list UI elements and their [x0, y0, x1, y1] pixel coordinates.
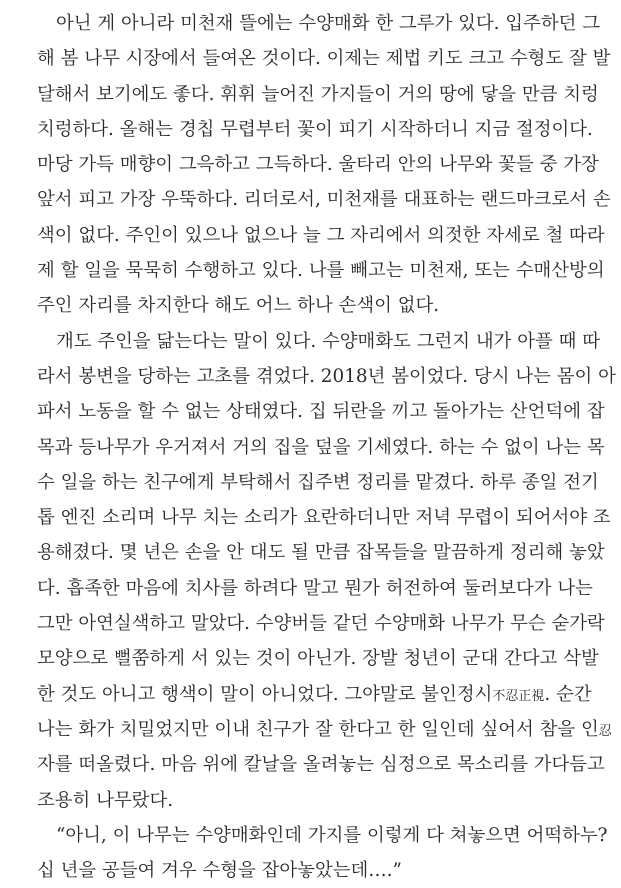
text-segment: 나는 화가 치밀었지만 이내 친구가 잘 한다고 한 일인데 싶어서 참을 인 [37, 718, 599, 740]
text-line: 마당 가득 매향이 그윽하고 그득하다. 울타리 안의 나무와 꽃들 중 가장 [37, 154, 599, 176]
text-line: 라서 봉변을 당하는 고초를 겪었다. 2018년 봄이었다. 당시 나는 몸이 아 [37, 365, 616, 387]
text-line: 수 일을 하는 친구에게 부탁해서 집주변 정리를 맡겼다. 하루 종일 전기 [37, 471, 599, 493]
text-line: 다. 흡족한 마음에 치사를 하려다 말고 뭔가 허전하여 둘러보다가 나는 [37, 577, 593, 599]
text-line: 아닌 게 아니라 미천재 뜰에는 수양매화 한 그루가 있다. 입주하던 그 [56, 13, 600, 34]
dialogue-line: 십 년을 공들여 겨우 수형을 잡아놓았는데….” [37, 860, 402, 882]
text-line: 톱 엔진 소리며 나무 치는 소리가 요란하더니만 저녁 무렵이 되어서야 조 [37, 507, 611, 529]
text-line: 앞서 피고 가장 우뚝하다. 리더로서, 미천재를 대표하는 랜드마크로서 손 [37, 189, 611, 211]
text-line: 그만 아연실색하고 말았다. 수양버들 같던 수양매화 나무가 무슨 숟가락 [37, 613, 605, 635]
document-page [37, 6, 616, 888]
text-line: 치렁하다. 올해는 경칩 무렵부터 꽃이 피기 시작하더니 지금 절정이다. [37, 118, 593, 140]
text-line: 목과 등나무가 우거져서 거의 집을 덮을 기세였다. 하는 수 없이 나는 목 [37, 436, 605, 458]
text-line: 달해서 보기에도 좋다. 휘휘 늘어진 가지들이 거의 땅에 닿을 만큼 치렁 [37, 83, 599, 105]
paragraph-1 [37, 6, 611, 324]
text-line: 주인 자리를 차지한다 해도 어느 하나 손색이 없다. [37, 295, 440, 317]
text-segment: 한 것도 아니고 행색이 말이 아니었다. 그야말로 불인정시 [37, 683, 493, 705]
dialogue-line: “아니, 이 나무는 수양매화인데 가지를 이렇게 다 쳐놓으면 어떡하누? [56, 824, 608, 846]
text-line: 파서 노동을 할 수 없는 상태였다. 집 뒤란을 끼고 돌아가는 산언덕에 잡 [37, 401, 605, 423]
text-line: 모양으로 뻘쭘하게 서 있는 것이 아닌가. 장발 청년이 군대 간다고 삭발 [37, 648, 599, 670]
text-line-with-hanja [37, 677, 592, 712]
text-line: 개도 주인을 닮는다는 말이 있다. 수양매화도 그런지 내가 아플 때 따 [56, 330, 600, 352]
text-line: 색이 없다. 주인이 있으나 없으나 늘 그 자리에서 의젓한 자세로 철 따라 [37, 224, 605, 246]
paragraph-2 [37, 324, 616, 818]
text-line: 자를 떠올렸다. 마음 위에 칼날을 올려놓는 심정으로 목소리를 가다듬고 [37, 754, 605, 776]
text-line: 용해졌다. 몇 년은 손을 안 대도 될 만큼 잡목들을 말끔하게 정리해 놓았 [37, 542, 605, 564]
text-segment: . 순간 [544, 683, 592, 705]
text-line: 제 할 일을 묵묵히 수행하고 있다. 나를 빼고는 미천재, 또는 수매산방의 [37, 260, 605, 282]
text-line-with-hanja [37, 712, 612, 747]
hanja-annotation: 忍 [598, 723, 612, 739]
text-line: 조용히 나무랐다. [37, 789, 174, 811]
text-line: 해 봄 나무 시장에서 들여온 것이다. 이제는 제법 키도 크고 수형도 잘 발 [37, 48, 611, 70]
hanja-annotation: 不忍正視 [492, 688, 545, 704]
paragraph-3-dialogue [37, 818, 608, 888]
